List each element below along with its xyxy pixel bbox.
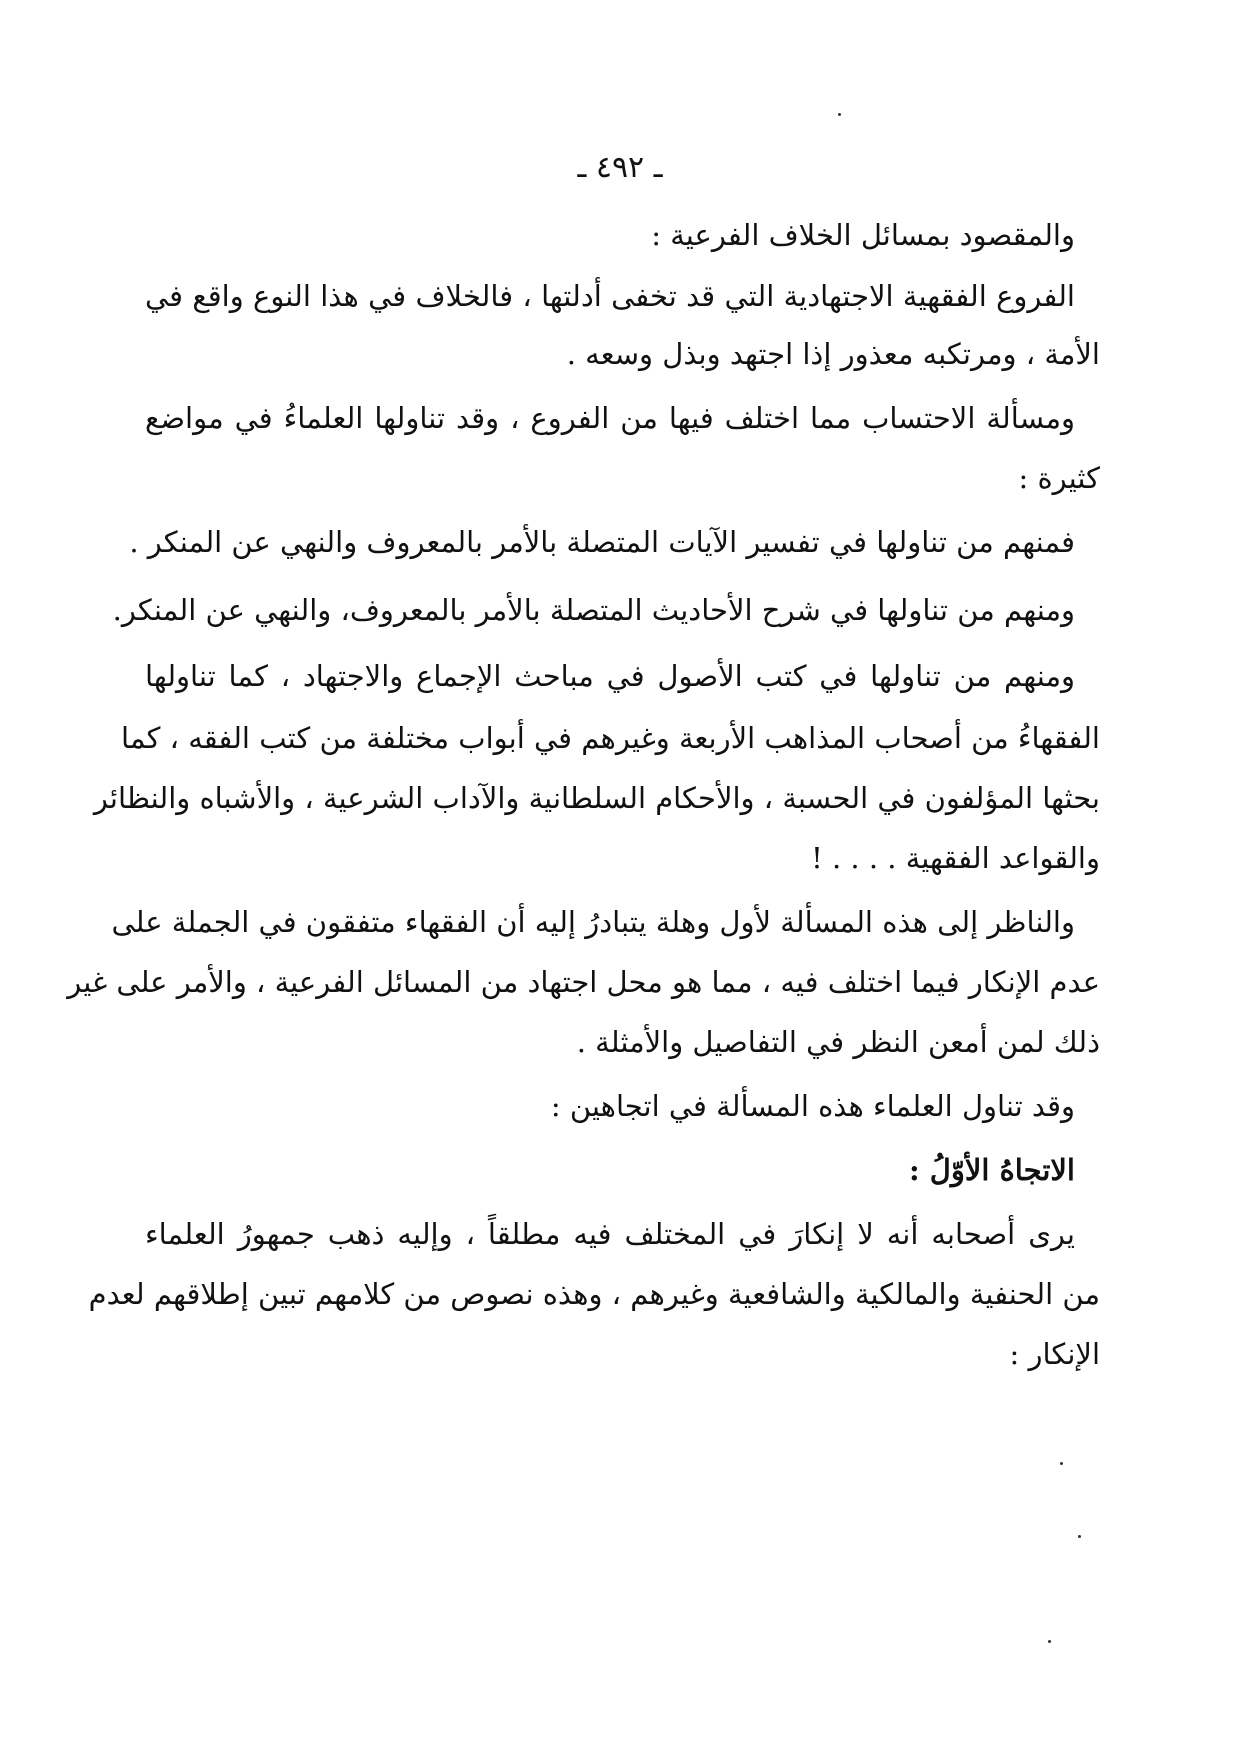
text-line: والمقصود بمسائل الخلاف الفرعية : bbox=[651, 218, 1075, 252]
text-line: من الحنفية والمالكية والشافعية وغيرهم ، وهذه نصوص من كلامهم تبين إطلاقهم لعدم bbox=[88, 1277, 1100, 1311]
text-line: عدم الإنكار فيما اختلف فيه ، مما هو محل اجتهاد من المسائل الفرعية ، والأمر على غير bbox=[67, 965, 1100, 999]
text-line: يرى أصحابه أنه لا إنكارَ في المختلف فيه مطلقاً ، وإليه ذهب جمهورُ العلماء bbox=[145, 1217, 1075, 1251]
scan-speck bbox=[1048, 1640, 1051, 1643]
scan-speck bbox=[1078, 1535, 1081, 1538]
text-line: ومنهم من تناولها في كتب الأصول في مباحث الإجماع والاجتهاد ، كما تناولها bbox=[145, 659, 1075, 693]
text-line: الفقهاءُ من أصحاب المذاهب الأربعة وغيرهم في أبواب مختلفة من كتب الفقه ، كما bbox=[120, 721, 1100, 755]
text-line: ومسألة الاحتساب مما اختلف فيها من الفروع ، وقد تناولها العلماءُ في مواضع bbox=[145, 401, 1075, 435]
text-line: الفروع الفقهية الاجتهادية التي قد تخفى أدلتها ، فالخلاف في هذا النوع واقع في bbox=[145, 279, 1075, 313]
text-line: وقد تناول العلماء هذه المسألة في اتجاهين : bbox=[550, 1089, 1075, 1123]
section-heading: الاتجاهُ الأوّلُ : bbox=[909, 1153, 1075, 1187]
text-line: الأمة ، ومرتكبه معذور إذا اجتهد وبذل وسعه . bbox=[566, 337, 1100, 371]
text-line: فمنهم من تناولها في تفسير الآيات المتصلة بالأمر بالمعروف والنهي عن المنكر . bbox=[129, 525, 1075, 559]
text-line: الإنكار : bbox=[1009, 1337, 1100, 1371]
page-number: ـ ٤٩٢ ـ bbox=[577, 150, 663, 185]
text-line: ومنهم من تناولها في شرح الأحاديث المتصلة بالأمر بالمعروف، والنهي عن المنكر. bbox=[112, 593, 1075, 627]
text-line: بحثها المؤلفون في الحسبة ، والأحكام السلطانية والآداب الشرعية ، والأشباه والنظائر bbox=[93, 781, 1100, 815]
text-line: والناظر إلى هذه المسألة لأول وهلة يتبادرُ إليه أن الفقهاء متفقون في الجملة على bbox=[111, 905, 1075, 939]
text-line: ذلك لمن أمعن النظر في التفاصيل والأمثلة . bbox=[576, 1025, 1100, 1059]
scan-speck bbox=[1060, 1462, 1063, 1465]
text-line: والقواعد الفقهية . . . . ! bbox=[811, 841, 1100, 875]
scan-speck bbox=[838, 113, 841, 116]
text-line: كثيرة : bbox=[1018, 461, 1100, 495]
